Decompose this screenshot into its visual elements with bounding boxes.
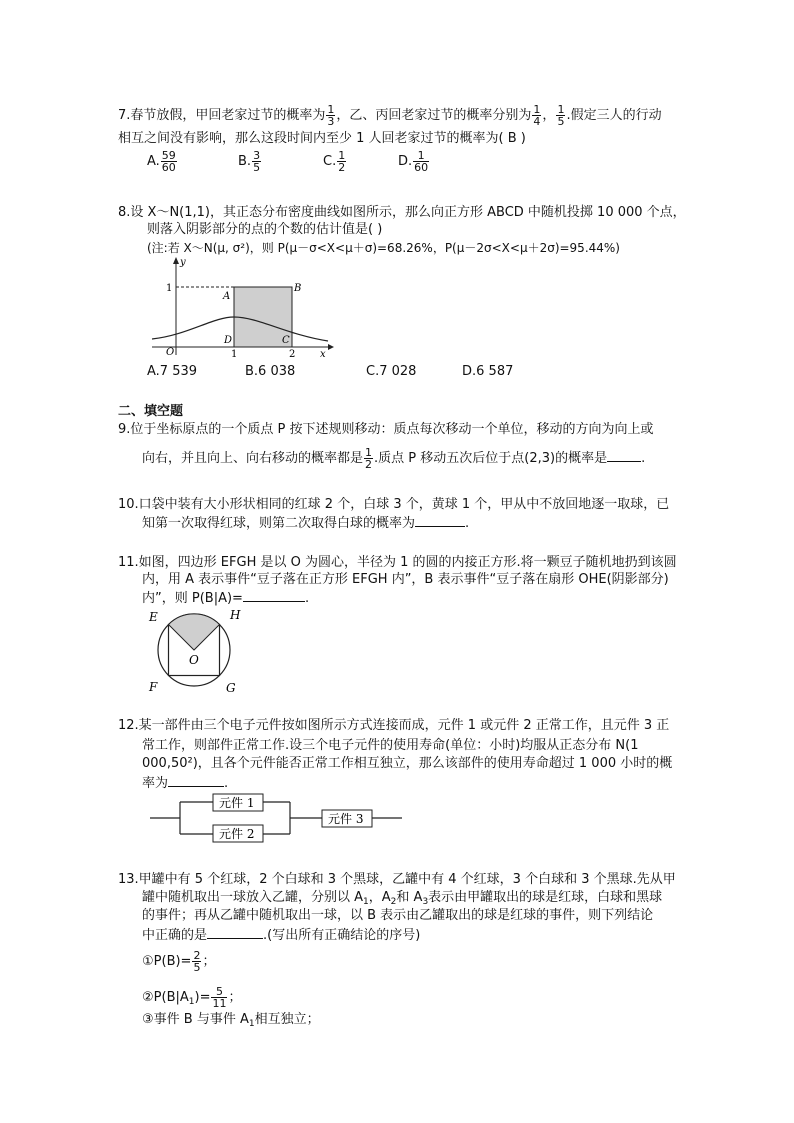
- label-1-y: 1: [166, 283, 173, 294]
- component-2-label: 元件 2: [219, 827, 255, 841]
- q7-option-b: B. $\frac{3}{5}$: [238, 149, 261, 174]
- q9-line1: 9.位于坐标原点的一个质点 P 按下述规则移动：质点每次移动一个单位，移动的方向为向上或: [118, 422, 654, 437]
- label-d: D: [224, 335, 233, 346]
- q9-answer-blank: [607, 449, 641, 462]
- label-a: A: [223, 291, 231, 302]
- label-b: B: [294, 283, 302, 294]
- q13-answer-blank: [207, 926, 263, 939]
- q11-line2: 内，用 A 表示事件“豆子落在正方形 EFGH 内”，B 表示事件“豆子落在扇形 OHE(阴影部分): [142, 572, 669, 587]
- q12-line3: 000,50²)，且各个元件能否正常工作相互独立，那么该部件的使用寿命超过 1 000 小时的概: [142, 756, 673, 771]
- q8-normal-curve-figure: [148, 255, 334, 359]
- q8-option-c: C.7 028: [366, 364, 417, 379]
- q7-option-d: D. $\frac{1}{60}$: [398, 149, 429, 174]
- q8-option-a: A.7 539: [147, 364, 198, 379]
- component-3-label: 元件 3: [328, 812, 364, 826]
- q12-line2: 常工作，则部件正常工作.设三个电子元件的使用寿命(单位：小时)均服从正态分布 N(1: [142, 738, 639, 753]
- q11-line1: 11.如图，四边形 EFGH 是以 O 为圆心，半径为 1 的圆的内接正方形.将一颗豆子随机地扔到该圆: [118, 555, 677, 570]
- q12-circuit-figure: [150, 792, 404, 848]
- q7-option-a: A. $\frac{59}{60}$: [147, 149, 176, 174]
- q13-line3: 的事件；再从乙罐中随机取出一球，以 B 表示由乙罐取出的球是红球的事件，则下列结论: [142, 908, 654, 923]
- q13-item-1: ①P(B)= $\frac{2}{5}$ ；: [142, 949, 216, 974]
- q9-frac: $\frac{1}{2}$: [365, 446, 373, 471]
- q13-item-2: $②P(B|A_1)=$ $\frac{5}{11}$ ；: [142, 985, 242, 1010]
- label-x: x: [320, 349, 326, 359]
- q13-line1: 13.甲罐中有 5 个红球，2 个白球和 3 个黑球，乙罐中有 4 个红球，3 个白球和 3 个黑球.先从甲: [118, 872, 676, 887]
- q8-option-d: D.6 587: [462, 364, 514, 379]
- q7-frac-jia: $\frac{1}{3}$: [327, 103, 335, 128]
- label-h: H: [230, 608, 241, 622]
- q8-note: (注:若 X～N(μ, σ²)，则 P(μ－σ<X<μ＋σ)=68.26%，P(μ－2σ<X<μ＋2σ)=95.44%): [147, 241, 620, 255]
- q12-line1: 12.某一部件由三个电子元件按如图所示方式连接而成，元件 1 或元件 2 正常工作，且元件 3 正: [118, 718, 670, 733]
- label-f: F: [149, 680, 158, 694]
- q9-line2: 向右，并且向上、向右移动的概率都是 $\frac{1}{2}$ .质点 P 移动五次后位于点(2,3)的概率是 .: [142, 446, 646, 471]
- section-heading-fill-in: 二、填空题: [118, 404, 184, 419]
- label-o: O: [166, 347, 175, 358]
- q11-line3: 内”，则 P(B|A)= .: [142, 591, 310, 606]
- label-e: E: [149, 610, 158, 624]
- shaded-sector-ohe: [169, 614, 220, 650]
- q7-line2: 相互之间没有影响，那么这段时间内至少 1 人回老家过节的概率为( B ): [118, 131, 526, 146]
- q13-item-3: ③事件 B 与事件 $A_1$相互独立；: [142, 1012, 320, 1029]
- q10-line1: 10.口袋中装有大小形状相同的红球 2 个，白球 3 个，黄球 1 个，甲从中不放回地逐一取球，已: [118, 497, 670, 512]
- q7-option-c: C. $\frac{1}{2}$: [323, 149, 346, 174]
- q8-line2: 则落入阴影部分的点的个数的估计值是( ): [147, 222, 383, 237]
- q7-text: 7.春节放假，甲回老家过节的概率为: [118, 108, 326, 123]
- label-c: C: [282, 335, 290, 346]
- q11-circle-square-figure: [144, 604, 244, 696]
- q10-answer-blank: [415, 514, 465, 527]
- q8-option-b: B.6 038: [245, 364, 296, 379]
- q13-line2: 罐中随机取出一球放入乙罐，分别以 $A_1$，$A_2$和 $A_3$表示由甲罐取出的球是红球，白球和黑球: [142, 890, 663, 907]
- label-y: y: [180, 257, 186, 268]
- label-2-x: 2: [289, 349, 296, 359]
- q11-answer-blank: [243, 589, 305, 602]
- component-1-label: 元件 1: [219, 796, 255, 810]
- q8-line1: 8.设 X～N(1,1)，其正态分布密度曲线如图所示，那么向正方形 ABCD 中随机投掷 10 000 个点，: [118, 205, 686, 220]
- label-1-x: 1: [231, 349, 238, 359]
- q12-answer-blank: [168, 774, 224, 787]
- label-g: G: [226, 681, 236, 695]
- q10-line2: 知第一次取得红球，则第二次取得白球的概率为 .: [142, 516, 470, 531]
- label-o: O: [189, 653, 199, 667]
- q7-line1: 7.春节放假，甲回老家过节的概率为 $\frac{1}{3}$ ，乙、丙回老家过节的概率分别为 $\frac{1}{4}$ ， $\frac{1}{5}$ .假定三人的行动: [118, 103, 662, 128]
- q12-line4: 率为 .: [142, 776, 229, 791]
- q7-frac-bing: $\frac{1}{5}$: [557, 103, 565, 128]
- q13-line4: 中正确的是 .(写出所有正确结论的序号): [142, 928, 421, 943]
- q7-frac-yi: $\frac{1}{4}$: [533, 103, 541, 128]
